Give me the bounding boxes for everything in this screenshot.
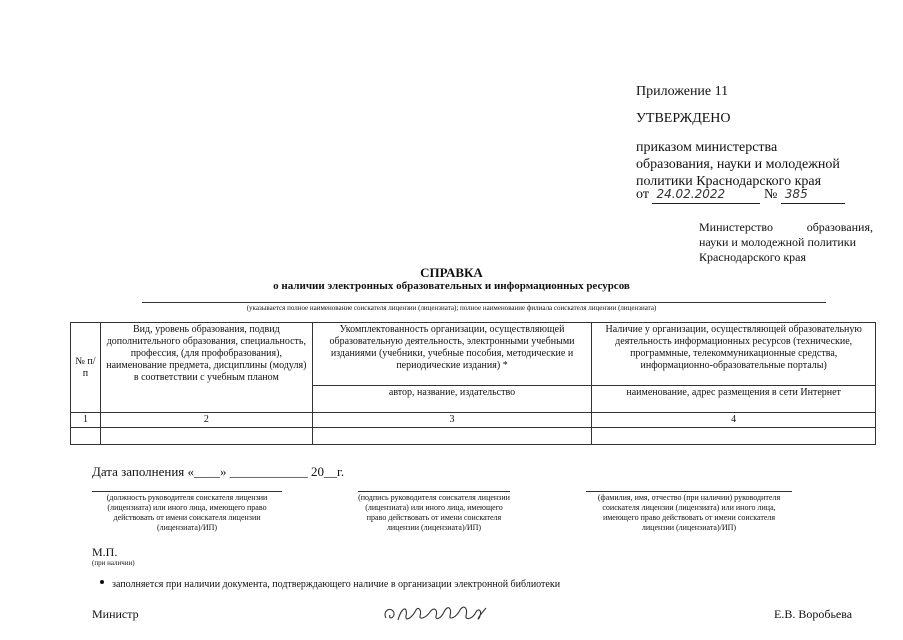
order-text <box>636 139 886 190</box>
order-line-3: политики Краснодарского края <box>636 174 822 189</box>
bullet-icon <box>100 580 104 584</box>
order-date: 24.02.2022 <box>652 186 760 204</box>
document-title: СПРАВКА <box>420 265 483 280</box>
col-resources-index: 4 <box>592 413 876 428</box>
minister-name: Е.В. Воробьева <box>774 607 853 621</box>
col-editions-header: Укомплектованность организации, осуществляющей образовательную деятельность, электронными учебными изданиями (учебники, учебные пособия, методические и периодические издания) * <box>312 323 592 386</box>
licensee-name-line <box>142 302 826 303</box>
approved-label: УТВЕРЖДЕНО <box>636 111 731 126</box>
col-number-index: 1 <box>71 413 101 428</box>
order-line-2: образования, науки и молодежной <box>636 157 840 172</box>
table-header-row <box>71 323 876 386</box>
order-number-label: № <box>763 187 778 202</box>
col-resources-subheader: наименование, адрес размещения в сети Интернет <box>592 386 876 413</box>
order-number: 385 <box>781 186 845 204</box>
footnote-text: заполняется при наличии документа, подтверждающего наличие в организации электронной библиотеки <box>112 579 561 590</box>
ministry-line-1: Министерство образования, <box>699 220 873 234</box>
date-fill-line: Дата заполнения «____» ____________ 20__г. <box>92 464 345 479</box>
table-numbers-row <box>71 413 876 428</box>
minister-position: Министр <box>92 607 139 621</box>
order-date-line <box>636 186 845 204</box>
col-program-header: Вид, уровень образования, подвид дополнительного образования, специальность, профессия, (для профобразования), наименование предмета, дисциплины (модуля) в соответствии с учебным планом <box>100 323 312 413</box>
col-editions-subheader: автор, название, издательство <box>312 386 592 413</box>
appendix-label: Приложение 11 <box>636 84 729 99</box>
signature-name-caption: (фамилия, имя, отчество (при наличии) руководителя соискателя лицензии (лицензиата) или иного лица, имеющего право действовать от имени соискателя лицензии (лицензиата)/ИП) <box>586 491 792 533</box>
col-resources-header: Наличие у организации, осуществляющей образовательную деятельность информационных ресурсов (технические, программные, телекоммуникационные средства, информационно-образовательные порталы) <box>592 323 876 386</box>
table-cell <box>100 428 312 445</box>
col-editions-index: 3 <box>312 413 592 428</box>
col-number-header: № п/п <box>71 323 101 413</box>
handwritten-signature-icon <box>378 598 498 628</box>
ministry-line-2: науки и молодежной политики <box>699 235 857 249</box>
signature-position-caption: (должность руководителя соискателя лицензии (лицензиата) или иного лица, имеющего право действовать от имени соискателя лицензии (лицензиата)/ИП) <box>92 491 282 533</box>
table-cell <box>312 428 592 445</box>
ministry-line-3: Краснодарского края <box>699 250 807 264</box>
col-program-index: 2 <box>100 413 312 428</box>
stamp-place-note: (при наличии) <box>92 559 135 567</box>
resources-table <box>70 322 876 445</box>
licensee-name-note: (указывается полное наименование соискателя лицензии (лицензиата); полное наименование филиала соискателя лицензии (лицензиата) <box>246 304 657 312</box>
document-subtitle: о наличии электронных образовательных и информационных ресурсов <box>273 280 630 292</box>
order-prefix: от <box>636 187 649 202</box>
signature-sign-caption: (подпись руководителя соискателя лицензии (лицензиата) или иного лица, имеющего право действовать от имени соискателя лицензии (лицензиата)/ИП) <box>358 493 510 532</box>
table-row <box>71 428 876 445</box>
table-cell <box>71 428 101 445</box>
ministry-addressee <box>699 220 873 265</box>
stamp-place-label: М.П. <box>92 545 118 559</box>
table-cell <box>592 428 876 445</box>
order-line-1: приказом министерства <box>636 140 778 155</box>
